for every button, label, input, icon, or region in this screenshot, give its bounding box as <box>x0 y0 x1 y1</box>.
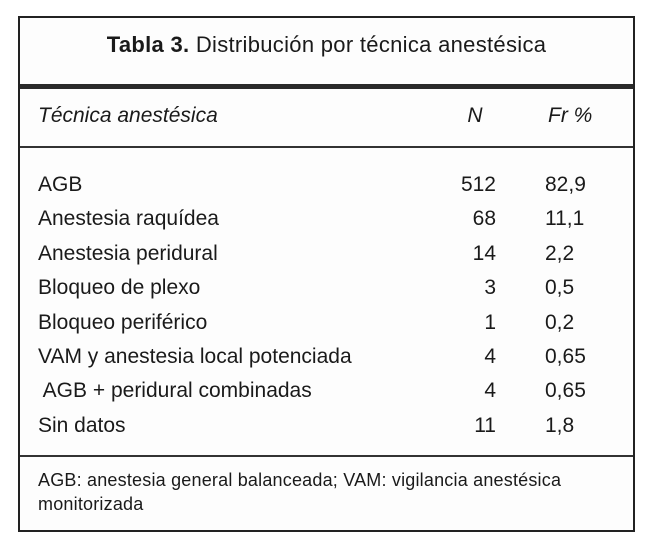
header-technique: Técnica anestésica <box>38 104 218 127</box>
row-fr: 0,65 <box>545 379 586 403</box>
row-technique: Bloqueo periférico <box>38 310 208 334</box>
row-fr: 0,5 <box>545 276 575 300</box>
table-row <box>20 276 633 310</box>
table-row <box>20 173 633 207</box>
row-technique: AGB + peridural combinadas <box>38 379 312 403</box>
footnote-divider <box>20 455 633 457</box>
row-technique: VAM y anestesia local potenciada <box>38 344 352 368</box>
row-technique: Anestesia peridural <box>38 241 218 265</box>
title-divider <box>20 84 633 89</box>
row-fr: 2,2 <box>545 241 575 265</box>
table-row <box>20 207 633 241</box>
table-row <box>20 242 633 276</box>
row-technique: AGB <box>38 173 83 196</box>
row-n: 68 <box>472 207 496 231</box>
table-title-lead: Tabla 3. <box>106 32 190 57</box>
table-body <box>20 173 633 448</box>
row-technique: Anestesia raquídea <box>38 207 219 231</box>
row-n: 11 <box>474 413 496 437</box>
table-frame <box>18 16 635 532</box>
row-fr: 0,65 <box>545 344 586 368</box>
row-n: 14 <box>472 241 496 265</box>
header-divider <box>20 146 633 148</box>
table-header <box>20 104 633 134</box>
table-title <box>20 32 633 58</box>
row-fr: 1,8 <box>545 413 575 437</box>
row-technique: Sin datos <box>38 413 126 437</box>
row-fr: 82,9 <box>545 173 586 196</box>
table-row <box>20 379 633 413</box>
table-footnote: AGB: anestesia general balanceada; VAM: vigilancia anestésica monitorizada <box>38 470 562 514</box>
row-n: 512 <box>460 173 496 196</box>
row-n: 3 <box>484 276 496 300</box>
row-fr: 0,2 <box>545 310 575 334</box>
row-technique: Bloqueo de plexo <box>38 276 201 300</box>
table-row <box>20 311 633 345</box>
table-title-text: Distribución por técnica anestésica <box>195 32 547 57</box>
row-n: 4 <box>484 379 496 403</box>
table-row <box>20 345 633 379</box>
row-n: 4 <box>484 344 496 368</box>
table-row <box>20 414 633 448</box>
header-n: N <box>467 104 483 127</box>
header-fr: Fr % <box>548 104 593 127</box>
row-n: 1 <box>484 310 496 334</box>
row-fr: 11,1 <box>545 207 585 231</box>
